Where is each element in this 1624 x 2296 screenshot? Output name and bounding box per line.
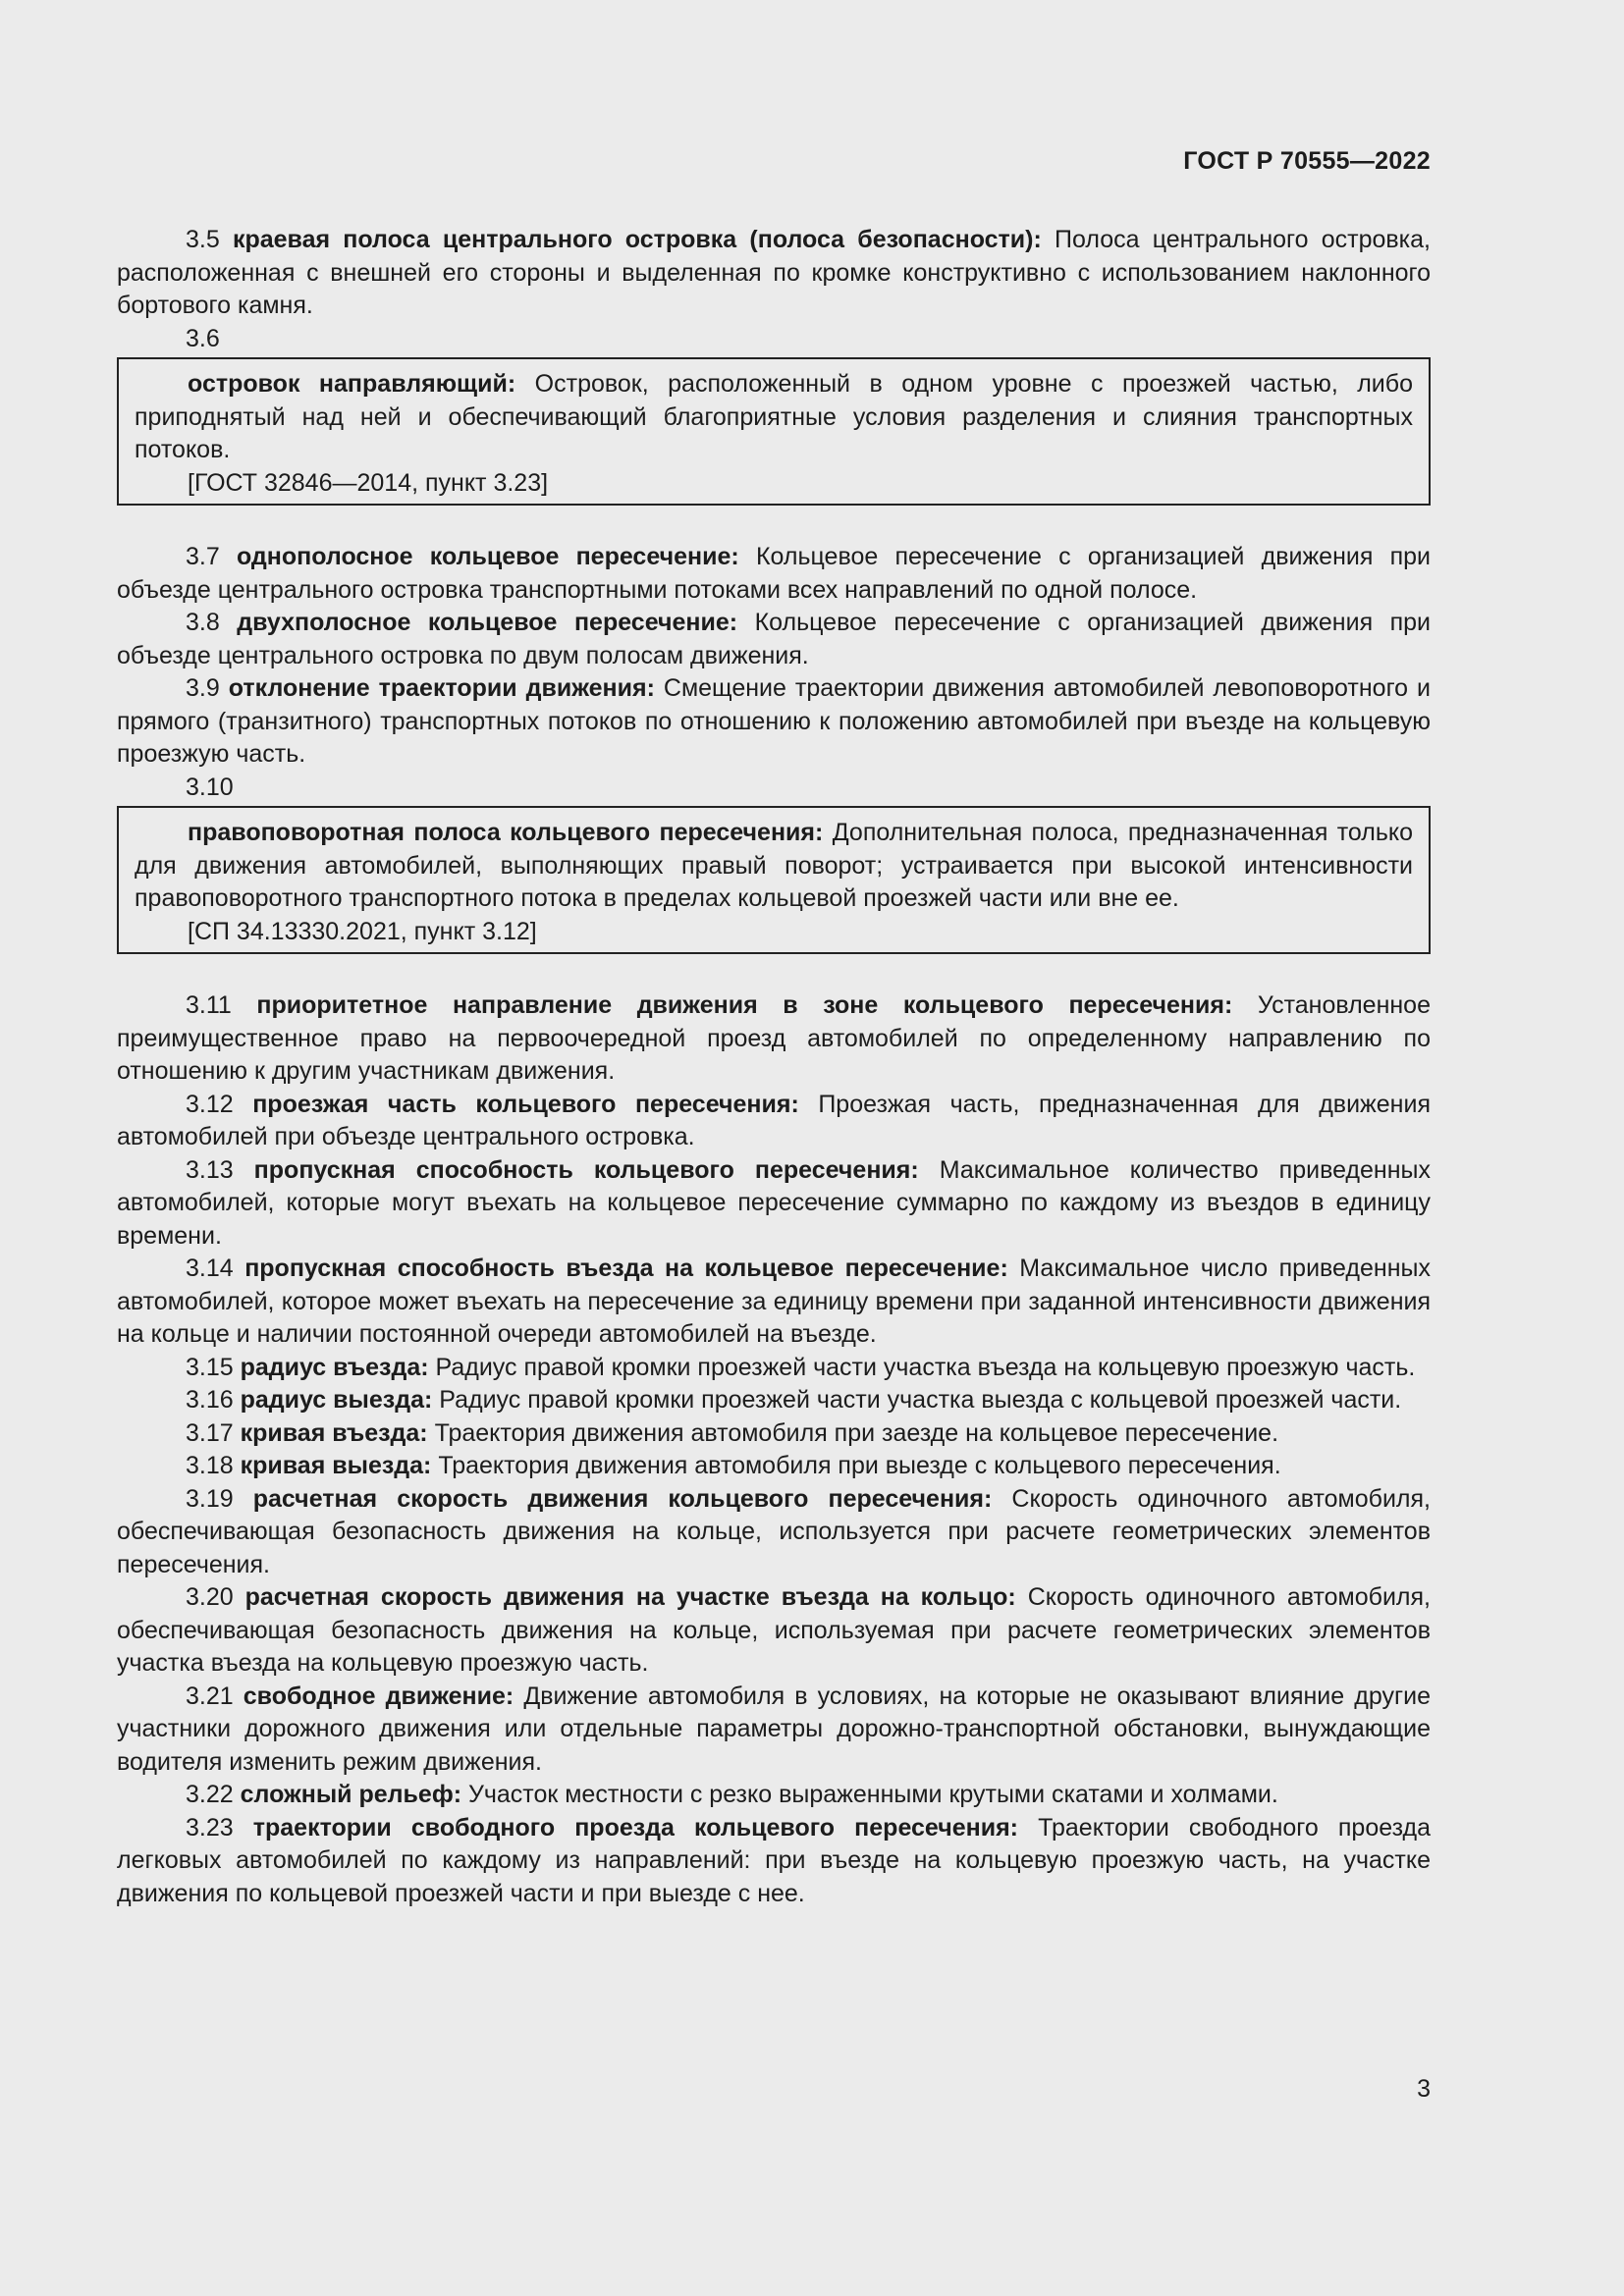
definition-term: краевая полоса центрального островка (полоса безопасности): [232, 226, 1042, 253]
definition-3-23 [117, 1812, 1431, 1911]
definition-3-14 [117, 1253, 1431, 1352]
definition-3-15 [117, 1352, 1431, 1385]
definition-number: 3.19 [186, 1484, 253, 1513]
quoted-definition-box [117, 357, 1431, 506]
definition-term: свободное движение: [243, 1682, 514, 1710]
definition-number: 3.11 [186, 991, 257, 1019]
document-header: ГОСТ Р 70555—2022 [1183, 147, 1431, 175]
definition-term: однополосное кольцевое пересечение: [236, 543, 739, 570]
definition-term: радиус въезда: [240, 1353, 429, 1381]
definition-term: кривая выезда: [240, 1452, 432, 1479]
definition-number: 3.16 [186, 1386, 241, 1414]
definition-source: [ГОСТ 32846—2014, пункт 3.23] [188, 468, 549, 497]
definition-text: Смещение траектории движения автомобилей левоповоротного и прямого (транзитного) транспортных потоков по отношению к положению автомобилей при въезде на кольцевую проезжую часть. [117, 674, 1431, 768]
definition-3-5 [117, 224, 1431, 323]
definition-text: Скорость одиночного автомобиля, обеспечивающая безопасность движения на кольце, используется при расчете геометрических элементов пересечения. [117, 1484, 1431, 1578]
definition-text: Дополнительная полоса, предназначенная только для движения автомобилей, выполняющих правый поворот; устраивается при высокой интенсивности правоповоротного транспортного потока в пределах кольцевой проезжей части или вне ее. [135, 819, 1413, 912]
definition-term: траектории свободного проезда кольцевого пересечения: [252, 1813, 1019, 1842]
definition-text: Движение автомобиля в условиях, на которые не оказывают влияние другие участники дорожного движения или отдельные параметры дорожно-транспортной обстановки, вынуждающие водителя изменить режим движения. [117, 1682, 1431, 1776]
definition-text: Траектория движения автомобиля при выезде с кольцевого пересечения. [431, 1452, 1281, 1479]
definition-3-8 [117, 607, 1431, 672]
definition-number: 3.15 [186, 1353, 241, 1381]
definition-text: Радиус правой кромки проезжей части участка въезда на кольцевую проезжую часть. [428, 1353, 1416, 1381]
definition-term: правоповоротная полоса кольцевого пересечения: [188, 819, 824, 846]
definition-number: 3.10 [186, 773, 234, 801]
definition-text: Островок, расположенный в одном уровне с проезжей частью, либо приподнятый над ней и обеспечивающий благоприятные условия разделения и слияния транспортных потоков. [135, 370, 1413, 463]
definition-text: Скорость одиночного автомобиля, обеспечивающая безопасность движения на кольце, используемая при расчете геометрических элементов участка въезда на кольцевую проезжую часть. [117, 1583, 1431, 1677]
definition-term: отклонение траектории движения: [228, 674, 655, 702]
definition-term: расчетная скорость движения кольцевого пересечения: [252, 1484, 993, 1513]
definition-term: пропускная способность въезда на кольцевое пересечение: [244, 1255, 1008, 1282]
definition-number: 3.5 [186, 226, 233, 253]
definition-term: двухполосное кольцевое пересечение: [237, 609, 738, 636]
definition-text: Кольцевое пересечение с организацией движения при объезде центрального островка транспортными потоками всех направлений по одной полосе. [117, 543, 1432, 604]
definition-3-13 [117, 1154, 1431, 1254]
definition-text: Траектории свободного проезда легковых автомобилей по каждому из направлений: при въезде на кольцевую проезжую часть, на участке движения по кольцевой проезжей части и при выезде с нее. [117, 1813, 1431, 1907]
definition-3-21 [117, 1681, 1431, 1780]
definition-text: Максимальное число приведенных автомобилей, которое может въехать на пересечение за единицу времени при заданной интенсивности движения на кольце и наличии постоянной очереди автомобилей на въезде. [117, 1255, 1431, 1348]
page-number: 3 [1417, 2075, 1431, 2103]
definition-number: 3.14 [186, 1255, 245, 1282]
definition-3-20 [117, 1581, 1431, 1681]
definition-text: Участок местности с резко выраженными крутыми скатами и холмами. [461, 1781, 1278, 1808]
definition-number: 3.17 [186, 1418, 241, 1447]
definition-term: кривая въезда: [240, 1418, 428, 1447]
definition-number: 3.18 [186, 1452, 241, 1479]
definition-3-19 [117, 1483, 1431, 1582]
definition-number: 3.12 [186, 1090, 253, 1118]
definition-term: расчетная скорость движения на участке въезда на кольцо: [244, 1583, 1016, 1611]
definition-3-6 [135, 368, 1413, 467]
definition-term: проезжая часть кольцевого пересечения: [252, 1090, 799, 1118]
definition-number: 3.21 [186, 1682, 244, 1710]
document-body [117, 224, 1431, 1910]
definition-3-7 [117, 541, 1431, 607]
definition-text: Кольцевое пересечение с организацией движения при объезде центрального островка по двум полосам движения. [117, 609, 1431, 669]
definition-number: 3.9 [186, 674, 229, 702]
definition-number: 3.7 [186, 543, 237, 570]
definition-term: пропускная способность кольцевого пересечения: [253, 1155, 919, 1184]
definition-number: 3.6 [186, 324, 220, 352]
definition-3-9 [117, 672, 1431, 772]
definition-3-18 [117, 1450, 1431, 1483]
definition-number: 3.13 [186, 1155, 254, 1184]
definition-term: приоритетное направление движения в зоне кольцевого пересечения: [256, 991, 1233, 1019]
definition-3-17 [117, 1417, 1431, 1451]
definition-text: Полоса центрального островка, расположенная с внешней его стороны и выделенная по кромке конструктивно с использованием наклонного бортового камня. [117, 226, 1432, 319]
definition-text: Максимальное количество приведенных автомобилей, которые могут въехать на кольцевое пересечение суммарно по каждому из въездов в единицу времени. [117, 1155, 1432, 1250]
definition-source: [СП 34.13330.2021, пункт 3.12] [188, 917, 537, 945]
definition-number: 3.20 [186, 1583, 245, 1611]
definition-term: сложный рельеф: [240, 1781, 462, 1808]
definition-3-10 [135, 817, 1413, 916]
definition-term: радиус выезда: [240, 1386, 433, 1414]
definition-3-12 [117, 1089, 1431, 1154]
definition-text: Проезжая часть, предназначенная для движения автомобилей при объезде центрального островка. [117, 1090, 1431, 1150]
definition-number: 3.23 [186, 1813, 253, 1842]
definition-3-16 [117, 1384, 1431, 1417]
quoted-definition-box [117, 806, 1431, 954]
definition-text: Установленное преимущественное право на первоочередной проезд автомобилей по определенному направлению по отношению к другим участникам движения. [117, 991, 1431, 1085]
definition-text: Траектория движения автомобиля при заезде на кольцевое пересечение. [427, 1418, 1279, 1447]
definition-number: 3.8 [186, 609, 238, 636]
definition-term: островок направляющий: [188, 370, 516, 398]
definition-3-22 [117, 1779, 1431, 1812]
definition-number: 3.22 [186, 1781, 241, 1808]
definition-3-11 [117, 989, 1431, 1089]
definition-text: Радиус правой кромки проезжей части участка выезда с кольцевой проезжей части. [432, 1386, 1402, 1414]
